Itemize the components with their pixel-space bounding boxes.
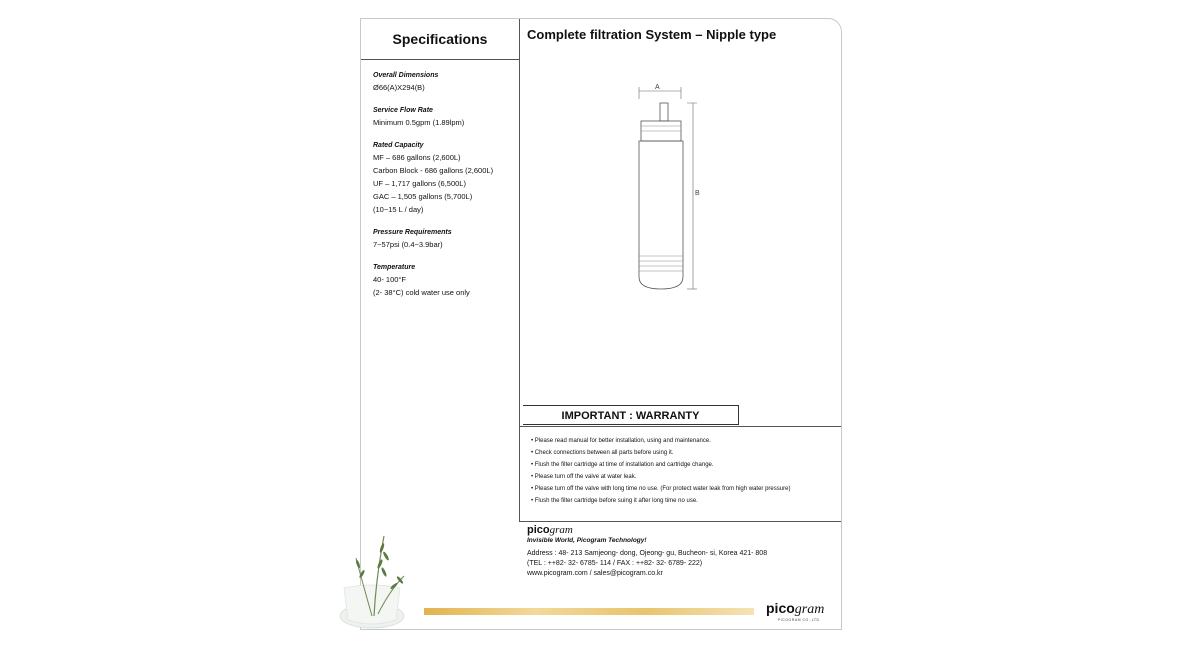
column-divider — [519, 19, 520, 522]
spec-section-temperature — [373, 263, 517, 299]
spec-section-dimensions — [373, 71, 517, 94]
spec-label: Rated Capacity — [373, 142, 424, 149]
corner-logo-subtitle: PICOGRAM CO.,LTD — [778, 618, 820, 622]
phone-fax-line: (TEL : ++82- 32- 6785- 114 / FAX : ++82- 32- 6789- 222) — [527, 560, 703, 567]
spec-section-capacity — [373, 141, 517, 216]
dimension-label-b: B — [695, 190, 700, 197]
warranty-item: • Please turn off the valve at water leak. — [531, 474, 637, 480]
spec-value: Ø66(A)X294(B) — [373, 83, 425, 92]
spec-label: Overall Dimensions — [373, 72, 439, 79]
address-line: Address : 48- 213 Samjeong- dong, Ojeong- gu, Bucheon- si, Korea 421- 808 — [527, 550, 768, 557]
rosemary-glass-image — [334, 528, 410, 632]
heading-divider — [361, 59, 519, 60]
brand-tagline: Invisible World, Picogram Technology! — [527, 537, 647, 544]
spec-value: UF – 1,717 gallons (6,500L) — [373, 179, 466, 188]
warranty-item: • Flush the filter cartridge before suing it after long time no use. — [531, 498, 698, 504]
spec-value: MF – 686 gallons (2,600L) — [373, 153, 461, 162]
spec-value: (2- 38°C) cold water use only — [373, 288, 470, 297]
spec-label: Temperature — [373, 264, 416, 271]
brand-logo-bold: pico — [527, 524, 550, 536]
spec-section-flow-rate — [373, 106, 517, 129]
corner-logo-bold: pico — [766, 600, 795, 616]
spec-sheet — [360, 18, 842, 630]
spec-value: Minimum 0.5gpm (1.89lpm) — [373, 118, 465, 127]
specifications-heading: Specifications — [392, 31, 488, 47]
web-email-line: www.picogram.com / sales@picogram.co.kr — [527, 570, 663, 577]
specifications-list — [373, 71, 517, 311]
spec-label: Service Flow Rate — [373, 107, 433, 114]
filter-cartridge-diagram — [623, 81, 703, 291]
warranty-divider — [519, 426, 842, 427]
spec-value: (10~15 L / day) — [373, 205, 424, 214]
warranty-item: • Check connections between all parts before using it. — [531, 450, 674, 456]
spec-value: 40- 100°F — [373, 275, 407, 284]
gold-stripe — [424, 608, 754, 615]
brand-logo-italic: gram — [549, 524, 573, 536]
spec-section-pressure — [373, 228, 517, 251]
spec-value: 7~57psi (0.4~3.9bar) — [373, 240, 443, 249]
warranty-item: • Please read manual for better installation, using and maintenance. — [531, 438, 711, 444]
warranty-item: • Please turn off the valve with long time no use. (For protect water leak from high water pressure) — [531, 486, 791, 492]
warranty-list — [531, 435, 841, 507]
warranty-heading: IMPORTANT : WARRANTY — [523, 405, 739, 425]
corner-logo — [766, 600, 824, 618]
spec-value: GAC – 1,505 gallons (5,700L) — [373, 192, 473, 201]
footer-divider — [519, 521, 842, 522]
product-title: Complete filtration System – Nipple type — [527, 27, 777, 42]
spec-label: Pressure Requirements — [373, 229, 452, 236]
spec-value: Carbon Block - 686 gallons (2,600L) — [373, 166, 494, 175]
warranty-item: • Flush the filter cartridge at time of installation and cartridge change. — [531, 462, 714, 468]
dimension-label-a: A — [655, 84, 660, 91]
brand-logo — [527, 524, 573, 536]
corner-logo-italic: gram — [794, 602, 825, 617]
contact-info — [527, 549, 767, 579]
